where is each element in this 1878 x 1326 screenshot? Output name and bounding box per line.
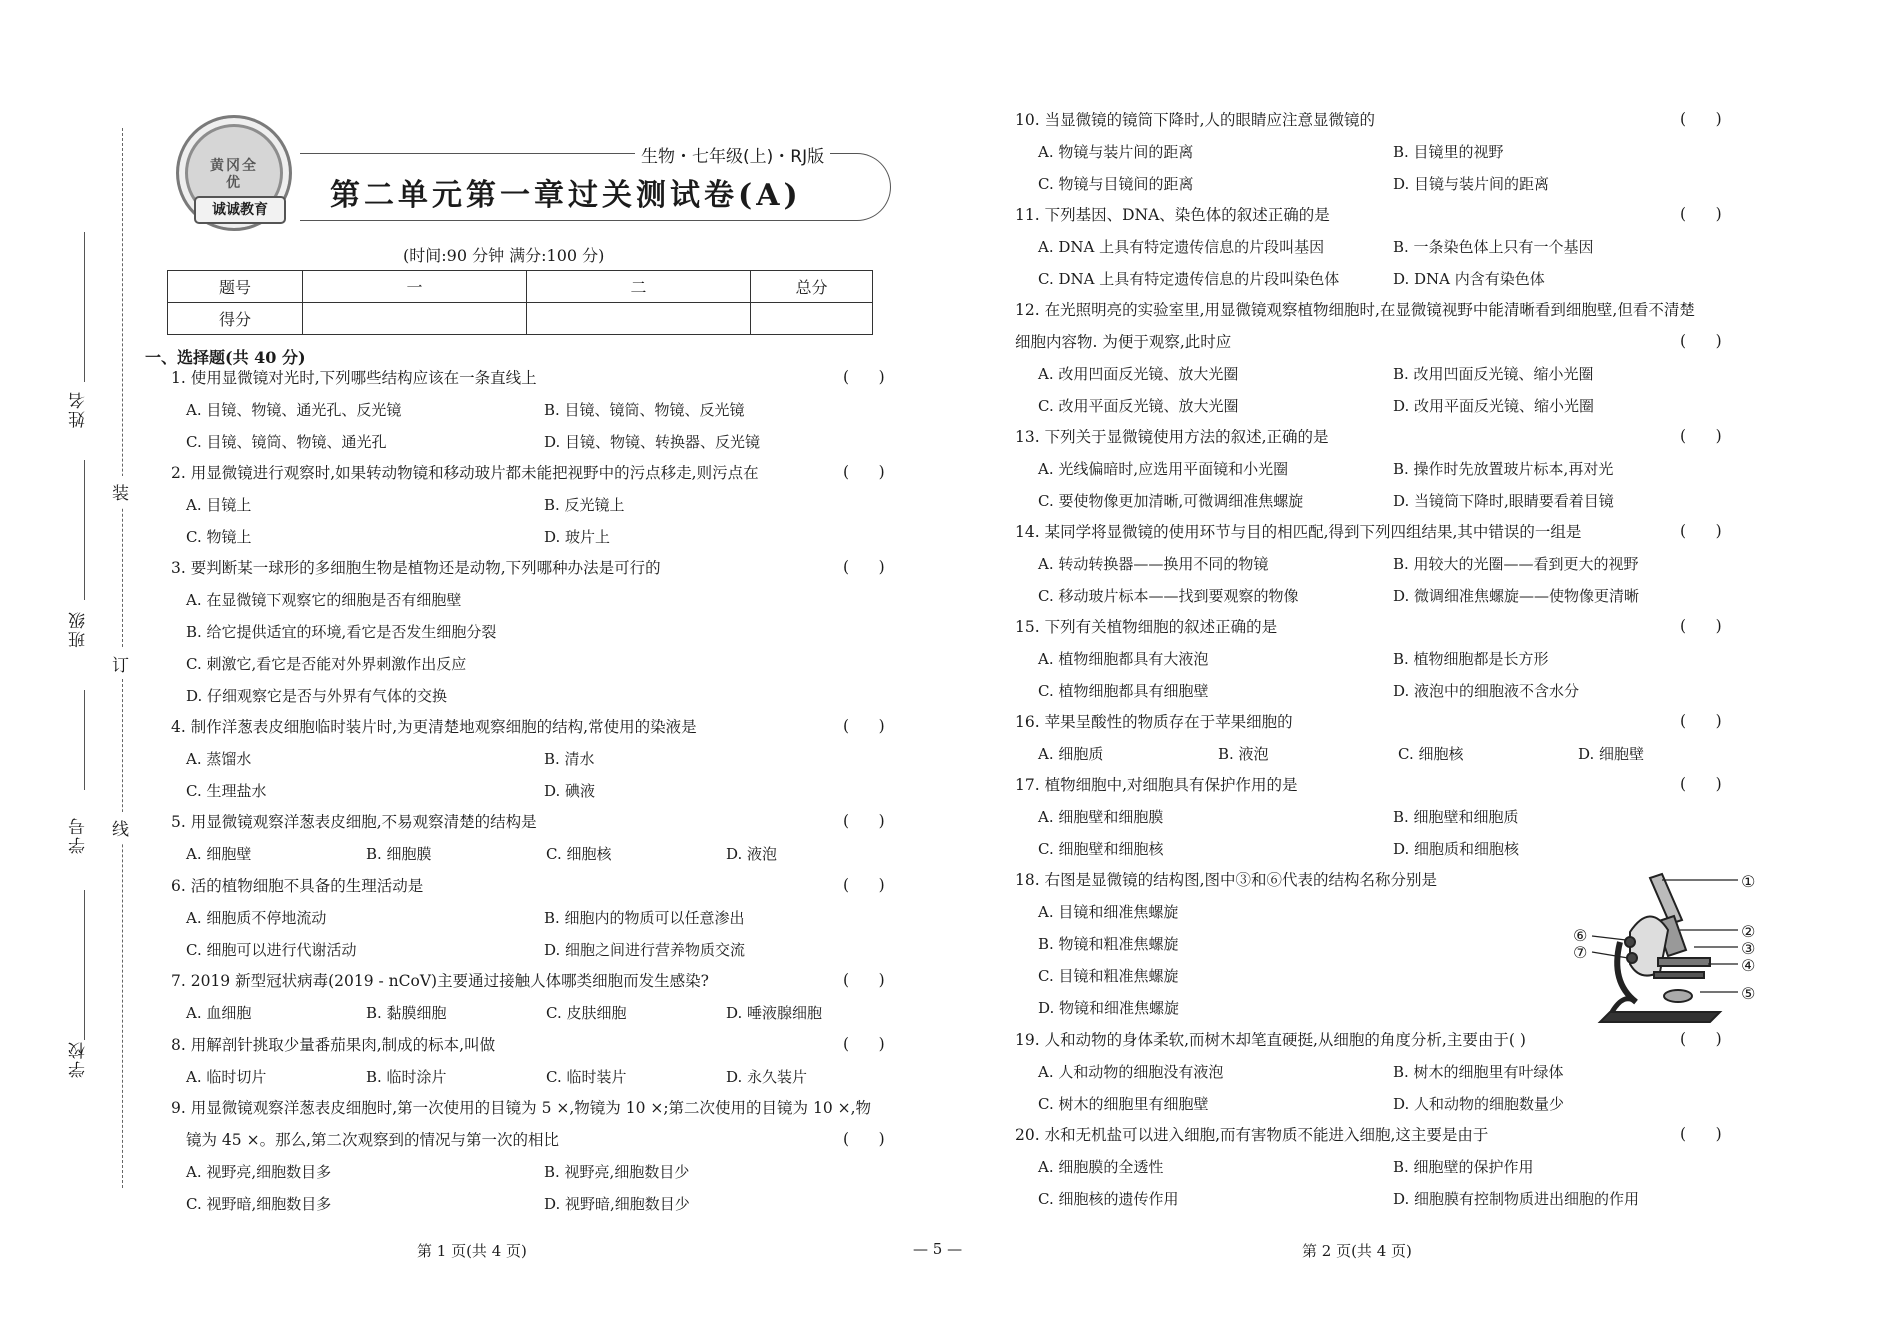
- option: C. 细胞核的遗传作用: [1038, 1190, 1179, 1208]
- question-stem: 5. 用显微镜观察洋葱表皮细胞,不易观察清楚的结构是: [171, 813, 537, 831]
- option: B. 细胞壁的保护作用: [1393, 1158, 1534, 1176]
- option: B. 黏膜细胞: [366, 1004, 447, 1022]
- option: D. DNA 内含有染色体: [1393, 270, 1545, 288]
- paper-title: 第二单元第一章过关测试卷(A): [330, 178, 802, 213]
- question-stem: 18. 右图是显微镜的结构图,图中③和⑥代表的结构名称分别是: [1015, 871, 1438, 889]
- callout-1: ①: [1741, 872, 1756, 891]
- option: D. 碘液: [544, 782, 596, 800]
- option: C. 移动玻片标本——找到要观察的物像: [1038, 587, 1299, 605]
- name-fill-line: [84, 232, 85, 382]
- answer-paren: ( ): [1680, 205, 1722, 223]
- id-label: 学号: [69, 816, 89, 854]
- option: A. 细胞膜的全透性: [1038, 1158, 1164, 1176]
- binding-mark-zhuang: 装: [112, 476, 131, 507]
- score-cell[interactable]: [527, 303, 751, 335]
- question-stem: 17. 植物细胞中,对细胞具有保护作用的是: [1015, 776, 1298, 794]
- option: A. 蒸馏水: [186, 750, 252, 768]
- option: B. 用较大的光圈——看到更大的视野: [1393, 555, 1639, 573]
- question-stem: 7. 2019 新型冠状病毒(2019 - nCoV)主要通过接触人体哪类细胞而发生感染?: [171, 972, 709, 990]
- question-stem: 3. 要判断某一球形的多细胞生物是植物还是动物,下列哪种办法是可行的: [171, 559, 661, 577]
- option: D. 玻片上: [544, 528, 611, 546]
- option: D. 当镜筒下降时,眼睛要看着目镜: [1393, 492, 1614, 510]
- option: D. 仔细观察它是否与外界有气体的交换: [186, 687, 448, 705]
- option: C. 临时装片: [546, 1068, 627, 1086]
- answer-paren: ( ): [1680, 427, 1722, 445]
- option: D. 目镜、物镜、转换器、反光镜: [544, 433, 761, 451]
- option: C. 刺激它,看它是否能对外界刺激作出反应: [186, 655, 467, 673]
- school-label: 学校: [69, 1040, 89, 1078]
- answer-paren: ( ): [1680, 110, 1722, 128]
- callout-4: ④: [1741, 956, 1756, 975]
- answer-paren: ( ): [843, 812, 885, 830]
- footer-right-page: 第 2 页(共 4 页): [1302, 1242, 1412, 1260]
- option: A. 细胞壁和细胞膜: [1038, 808, 1164, 826]
- option: A. 血细胞: [186, 1004, 252, 1022]
- class-label: 班级: [69, 610, 89, 648]
- option: B. 细胞壁和细胞质: [1393, 808, 1519, 826]
- answer-paren: ( ): [1680, 712, 1722, 730]
- answer-paren: ( ): [1680, 617, 1722, 635]
- footer-center: — 5 —: [913, 1240, 963, 1258]
- answer-paren: ( ): [843, 558, 885, 576]
- logo-text: 黄冈全优: [210, 158, 258, 191]
- question-stem: 16. 苹果呈酸性的物质存在于苹果细胞的: [1015, 713, 1293, 731]
- question-stem: 4. 制作洋葱表皮细胞临时装片时,为更清楚地观察细胞的结构,常使用的染液是: [171, 718, 697, 736]
- option: D. 细胞之间进行营养物质交流: [544, 941, 746, 959]
- option: C. 细胞壁和细胞核: [1038, 840, 1164, 858]
- subject-line: 生物・七年级(上)・RJ版: [635, 142, 830, 167]
- option: B. 植物细胞都是长方形: [1393, 650, 1549, 668]
- option: A. 改用凹面反光镜、放大光圈: [1038, 365, 1239, 383]
- question-stem: 14. 某同学将显微镜的使用环节与目的相匹配,得到下列四组结果,其中错误的一组是: [1015, 523, 1582, 541]
- option: A. 植物细胞都具有大液泡: [1038, 650, 1209, 668]
- option: D. 物镜和细准焦螺旋: [1038, 999, 1180, 1017]
- score-row-label: 得分: [168, 303, 303, 335]
- option: C. 物镜上: [186, 528, 252, 546]
- answer-paren: ( ): [1680, 1030, 1722, 1048]
- option: A. 目镜和细准焦螺旋: [1038, 903, 1179, 921]
- score-cell[interactable]: [751, 303, 873, 335]
- microscope-figure: [1590, 872, 1740, 1040]
- option: B. 物镜和粗准焦螺旋: [1038, 935, 1179, 953]
- option: A. 临时切片: [186, 1068, 267, 1086]
- option: D. 细胞膜有控制物质进出细胞的作用: [1393, 1190, 1640, 1208]
- option: D. 永久装片: [726, 1068, 808, 1086]
- question-stem-cont: 细胞内容物. 为便于观察,此时应: [1015, 333, 1232, 351]
- option: A. 细胞壁: [186, 845, 252, 863]
- option: C. 目镜和粗准焦螺旋: [1038, 967, 1179, 985]
- question-stem: 6. 活的植物细胞不具备的生理活动是: [171, 877, 424, 895]
- option: A. 光线偏暗时,应选用平面镜和小光圈: [1038, 460, 1289, 478]
- section-title: 一、选择题(共 40 分): [145, 348, 306, 367]
- callout-6: ⑥: [1573, 926, 1588, 945]
- option: B. 目镜里的视野: [1393, 143, 1504, 161]
- option: D. 液泡中的细胞液不含水分: [1393, 682, 1580, 700]
- school-fill-line: [84, 890, 85, 1040]
- question-stem: 11. 下列基因、DNA、染色体的叙述正确的是: [1015, 206, 1330, 224]
- callout-5: ⑤: [1741, 984, 1756, 1003]
- option: A. 物镜与装片间的距离: [1038, 143, 1194, 161]
- logo-ribbon: 诚诚教育: [194, 196, 286, 224]
- option: A. 人和动物的细胞没有液泡: [1038, 1063, 1224, 1081]
- option: C. 生理盐水: [186, 782, 267, 800]
- binding-mark-xian: 线: [112, 812, 131, 843]
- option: B. 细胞膜: [366, 845, 432, 863]
- option: B. 一条染色体上只有一个基因: [1393, 238, 1594, 256]
- score-header-cell: 题号: [168, 271, 303, 303]
- option: A. 细胞质: [1038, 745, 1104, 763]
- answer-paren: ( ): [843, 1130, 885, 1148]
- option: B. 改用凹面反光镜、缩小光圈: [1393, 365, 1594, 383]
- option: A. 视野亮,细胞数目多: [186, 1163, 332, 1181]
- option: B. 目镜、镜筒、物镜、反光镜: [544, 401, 745, 419]
- answer-paren: ( ): [843, 1035, 885, 1053]
- option: A. DNA 上具有特定遗传信息的片段叫基因: [1038, 238, 1325, 256]
- option: A. 转动转换器——换用不同的物镜: [1038, 555, 1269, 573]
- option: D. 视野暗,细胞数目少: [544, 1195, 690, 1213]
- question-stem-cont: 镜为 45 ×。那么,第二次观察到的情况与第一次的相比: [186, 1131, 559, 1149]
- question-stem: 13. 下列关于显微镜使用方法的叙述,正确的是: [1015, 428, 1329, 446]
- option: C. 皮肤细胞: [546, 1004, 627, 1022]
- answer-paren: ( ): [843, 717, 885, 735]
- option: C. 要使物像更加清晰,可微调细准焦螺旋: [1038, 492, 1304, 510]
- name-label: 姓名: [69, 390, 89, 428]
- option: D. 目镜与装片间的距离: [1393, 175, 1550, 193]
- option: B. 给它提供适宜的环境,看它是否发生细胞分裂: [186, 623, 497, 641]
- option: C. 改用平面反光镜、放大光圈: [1038, 397, 1239, 415]
- option: A. 细胞质不停地流动: [186, 909, 327, 927]
- score-header-cell: 一: [303, 271, 527, 303]
- option: D. 改用平面反光镜、缩小光圈: [1393, 397, 1595, 415]
- answer-paren: ( ): [843, 876, 885, 894]
- option: D. 细胞质和细胞核: [1393, 840, 1520, 858]
- binding-mark-ding: 订: [112, 648, 131, 679]
- option: C. 植物细胞都具有细胞壁: [1038, 682, 1209, 700]
- answer-paren: ( ): [843, 971, 885, 989]
- id-fill-line: [84, 690, 85, 790]
- answer-paren: ( ): [843, 368, 885, 386]
- question-stem: 10. 当显微镜的镜筒下降时,人的眼睛应注意显微镜的: [1015, 111, 1376, 129]
- option: B. 反光镜上: [544, 496, 625, 514]
- option: D. 液泡: [726, 845, 778, 863]
- question-stem: 15. 下列有关植物细胞的叙述正确的是: [1015, 618, 1278, 636]
- option: B. 操作时先放置玻片标本,再对光: [1393, 460, 1614, 478]
- option: D. 人和动物的细胞数量少: [1393, 1095, 1565, 1113]
- answer-paren: ( ): [1680, 522, 1722, 540]
- question-stem: 2. 用显微镜进行观察时,如果转动物镜和移动玻片都未能把视野中的污点移走,则污点在: [171, 464, 759, 482]
- score-header-cell: 总分: [751, 271, 873, 303]
- time-info: (时间:90 分钟 满分:100 分): [403, 246, 605, 265]
- question-stem: 12. 在光照明亮的实验室里,用显微镜观察植物细胞时,在显微镜视野中能清晰看到细胞壁,但看不清楚: [1015, 301, 1695, 319]
- class-fill-line: [84, 460, 85, 600]
- option: C. 细胞核: [546, 845, 612, 863]
- option: B. 临时涂片: [366, 1068, 447, 1086]
- callout-7: ⑦: [1573, 943, 1588, 962]
- question-stem: 1. 使用显微镜对光时,下列哪些结构应该在一条直线上: [171, 369, 537, 387]
- option: B. 液泡: [1218, 745, 1269, 763]
- option: C. 视野暗,细胞数目多: [186, 1195, 332, 1213]
- answer-paren: ( ): [843, 463, 885, 481]
- question-stem: 8. 用解剖针挑取少量番茄果肉,制成的标本,叫做: [171, 1036, 496, 1054]
- option: C. 细胞核: [1398, 745, 1464, 763]
- answer-paren: ( ): [1680, 332, 1722, 350]
- callout-2: ②: [1741, 922, 1756, 941]
- option: A. 目镜上: [186, 496, 252, 514]
- score-header-cell: 二: [527, 271, 751, 303]
- option: C. 细胞可以进行代谢活动: [186, 941, 357, 959]
- answer-paren: ( ): [1680, 775, 1722, 793]
- question-stem: 20. 水和无机盐可以进入细胞,而有害物质不能进入细胞,这主要是由于: [1015, 1126, 1489, 1144]
- option: C. 目镜、镜筒、物镜、通光孔: [186, 433, 387, 451]
- option: B. 视野亮,细胞数目少: [544, 1163, 690, 1181]
- option: C. 物镜与目镜间的距离: [1038, 175, 1194, 193]
- option: A. 在显微镜下观察它的细胞是否有细胞壁: [186, 591, 462, 609]
- option: B. 树木的细胞里有叶绿体: [1393, 1063, 1564, 1081]
- option: C. 树木的细胞里有细胞壁: [1038, 1095, 1209, 1113]
- option: D. 细胞壁: [1578, 745, 1645, 763]
- option: B. 清水: [544, 750, 595, 768]
- score-table: [167, 270, 873, 335]
- score-cell[interactable]: [303, 303, 527, 335]
- callout-3: ③: [1741, 939, 1756, 958]
- option: D. 微调细准焦螺旋——使物像更清晰: [1393, 587, 1640, 605]
- answer-paren: ( ): [1680, 1125, 1722, 1143]
- option: C. DNA 上具有特定遗传信息的片段叫染色体: [1038, 270, 1340, 288]
- option: A. 目镜、物镜、通光孔、反光镜: [186, 401, 402, 419]
- footer-left-page: 第 1 页(共 4 页): [417, 1242, 527, 1260]
- question-stem: 9. 用显微镜观察洋葱表皮细胞时,第一次使用的目镜为 5 ×,物镜为 10 ×;第二次使用的目镜为 10 ×,物: [171, 1099, 872, 1117]
- question-stem: 19. 人和动物的身体柔软,而树木却笔直硬挺,从细胞的角度分析,主要由于( ): [1015, 1031, 1526, 1049]
- option: D. 唾液腺细胞: [726, 1004, 823, 1022]
- option: B. 细胞内的物质可以任意渗出: [544, 909, 745, 927]
